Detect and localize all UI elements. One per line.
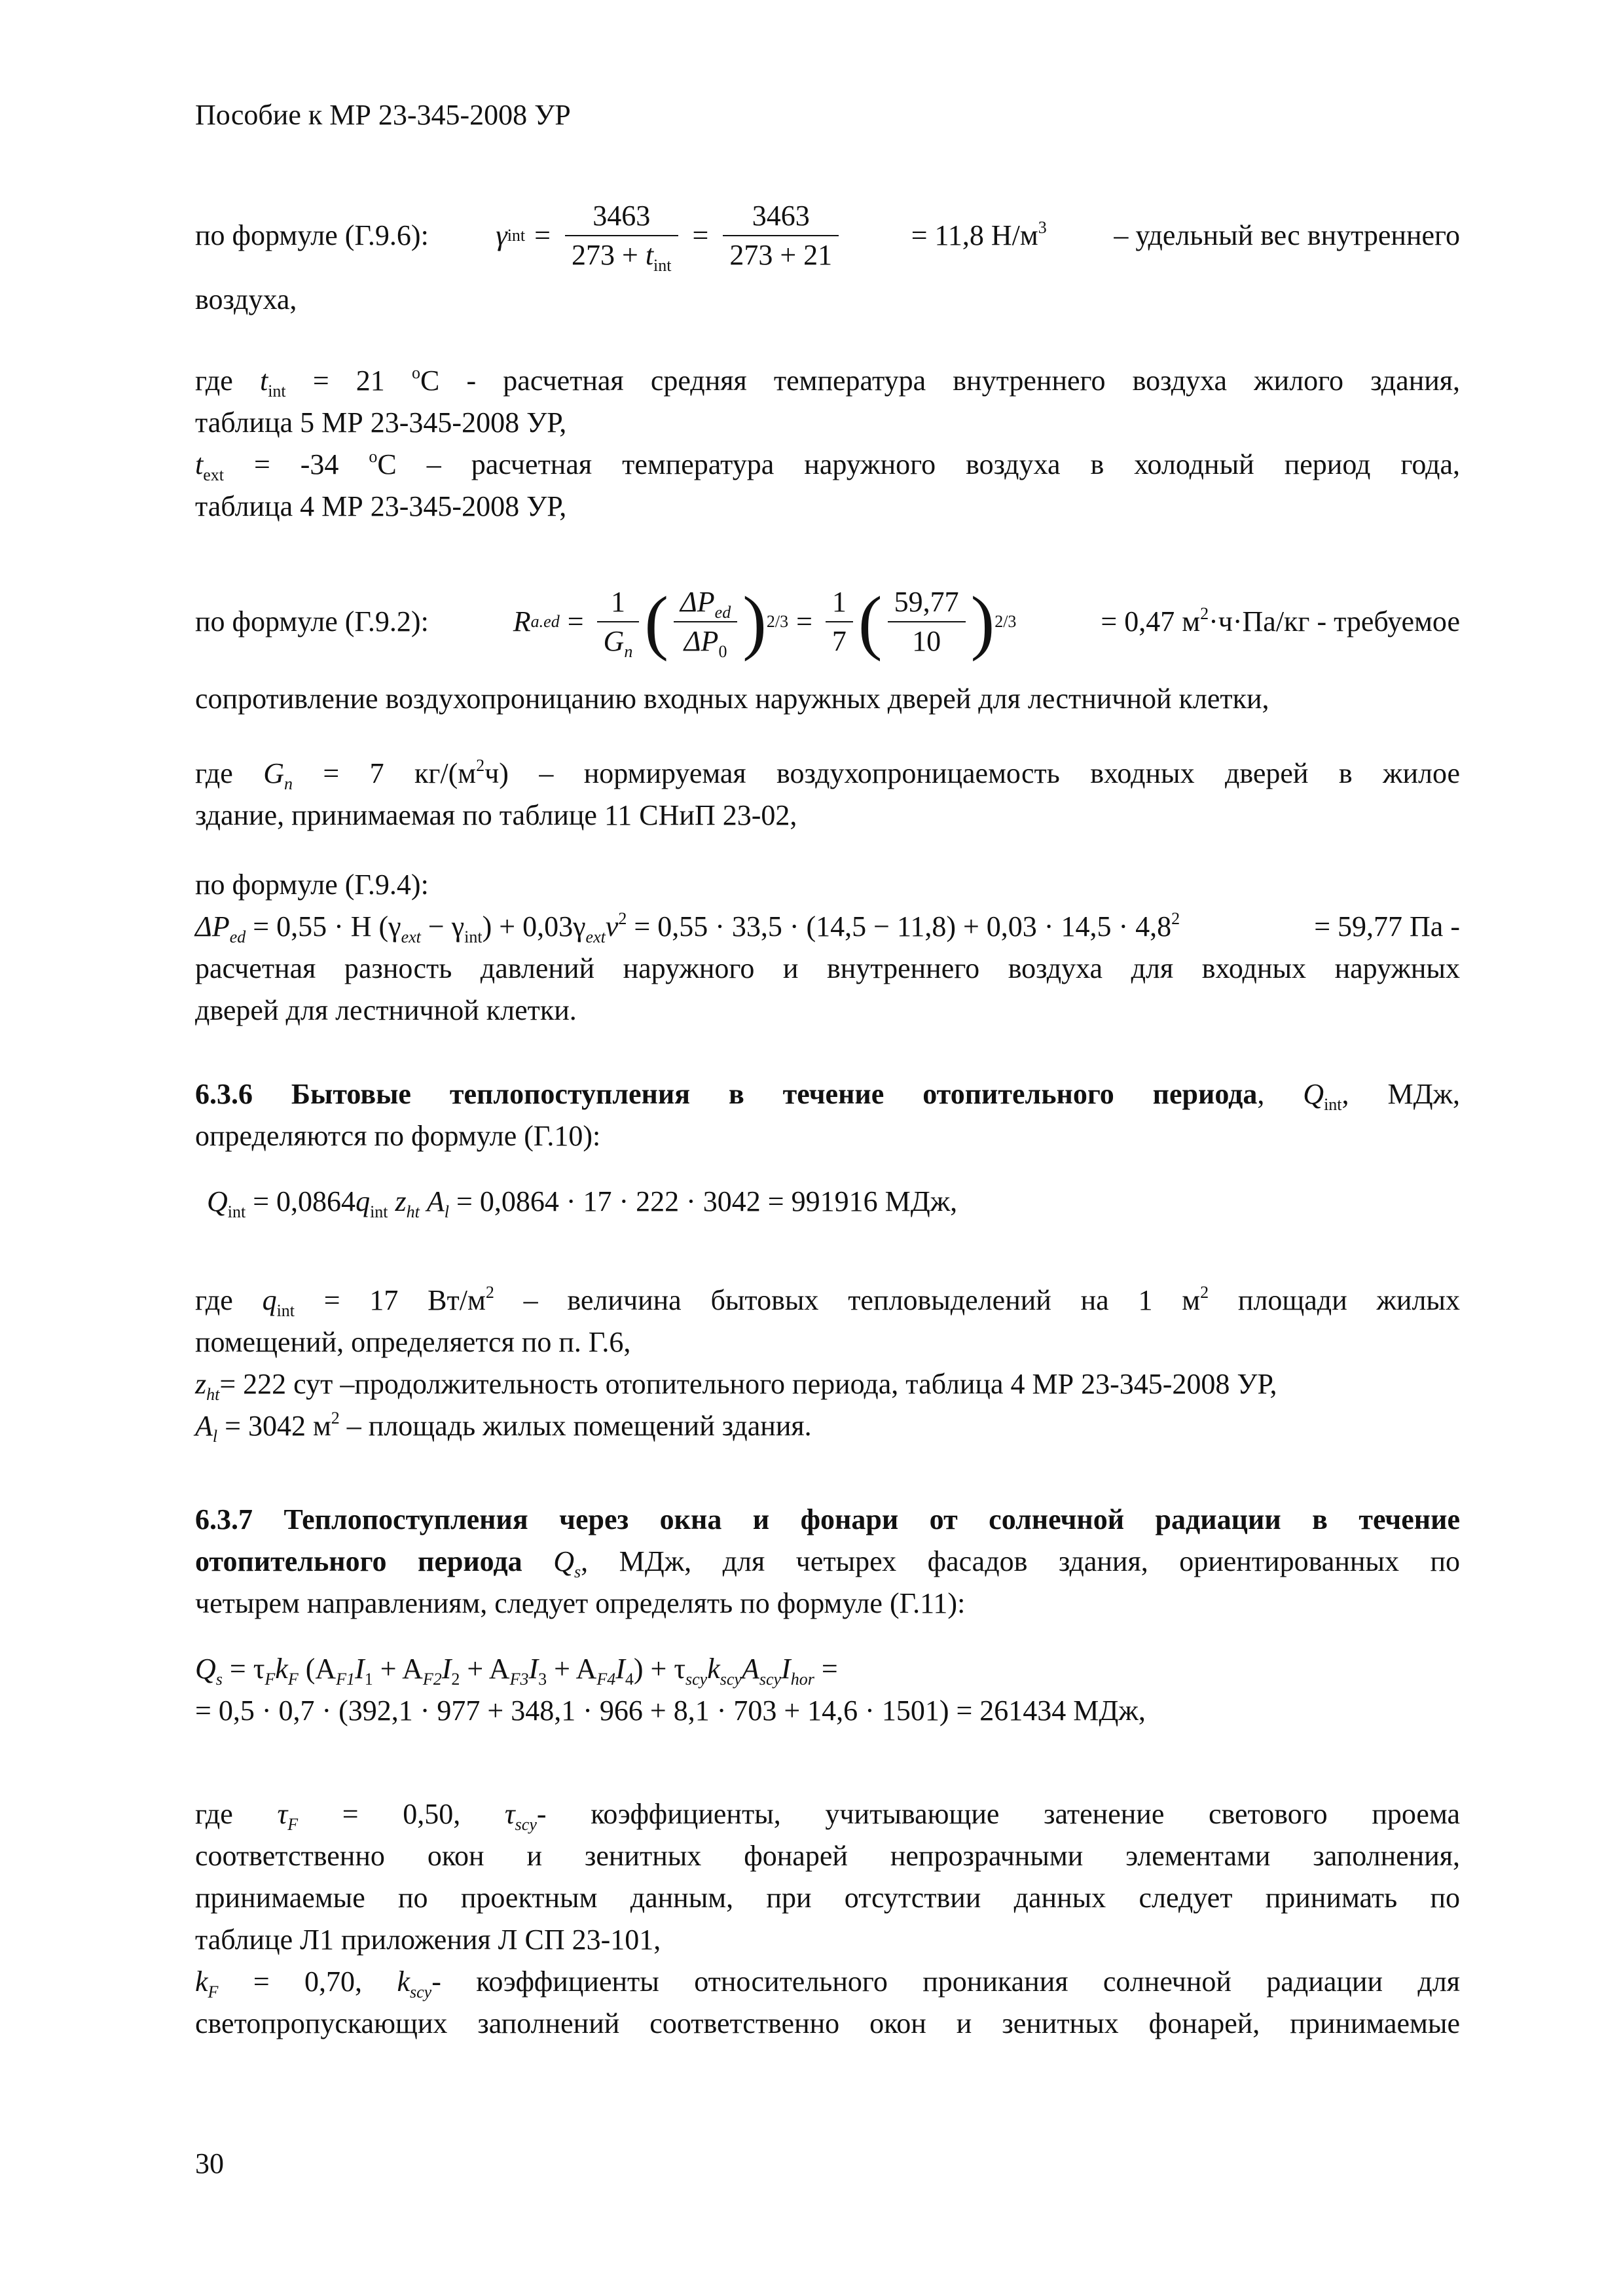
where-block-tau xyxy=(195,1793,1460,2045)
formula-line: $Q_s = \tau_Fk_F$ $(A_{F1}I_1 + A_{F2}I_2 + A_{F3}I_3 + A_{F4}I_4) + \tau_{scy}k_{scy}A_{scy}I_{hor}$ = xyxy=(195,1653,838,1689)
page-number: 30 xyxy=(195,2147,224,2179)
text-line: $t_{ext} = -34$ $^о$С – расчетная температура наружного воздуха в холодный период года, xyxy=(195,447,1461,484)
numerator: 3463 xyxy=(565,197,678,236)
text-line: таблица 4 МР 23-345-2008 УР, xyxy=(195,490,567,522)
fraction-pressure: $\frac{\Delta P_{ed}}{\Delta P_0}$ xyxy=(674,583,737,660)
paren-open: ( xyxy=(858,582,883,662)
text-line: определяются по формуле (Г.10): xyxy=(195,1120,601,1152)
fraction-1-over-gn: $\frac{1}{G_n}$ xyxy=(597,583,640,660)
text-line: здание, принимаемая по таблице 11 СНиП 23-02, xyxy=(195,799,797,831)
text-line: сопротивление воздухопроницанию входных наружных дверей для лестничной клетки, xyxy=(195,683,1269,715)
formula-g96-block: по формуле (Г.9.6): γ int = $\frac{3463}{273 + t_{int}}$ = $\frac{3463}{273 + 21}$ = 11,8 $Н/м^3$ – удельный вес внутреннего воздуха, xyxy=(195,190,1460,321)
gamma-symbol: γ xyxy=(496,219,507,251)
text-line: где $t_{int} = 21$ $^о$С - расчетная средняя температура внутреннего воздуха жилого здания, xyxy=(195,363,1461,401)
fraction-1-over-7: $\frac{1}{7}$ xyxy=(826,583,853,660)
where-block-t xyxy=(195,360,1460,528)
text-line: воздуха, xyxy=(195,283,297,315)
text-line: четырем направлениям, следует определять по формуле (Г.11): xyxy=(195,1587,966,1619)
fraction-values: $\frac{59,77}{10}$ xyxy=(888,583,966,660)
where-block-qint xyxy=(195,1280,1460,1447)
formula-line: $\Delta P_{ed} = 0,55 \cdot H$ $(\gamma_{ext} - \gamma_{int}) + 0,03\gamma_{ext}v^2 = 0,55 \cdot 33,5 \cdot (14,5 - 11,8) + 0,03 \cdot 14,5 \cdot 4,8^2$ = 59,77 Па - xyxy=(195,909,1460,946)
text-line: отопительного периода $Q_s$, МДж, для четырех фасадов здания, ориентированных по xyxy=(195,1545,1461,1581)
equals-sign: = xyxy=(692,219,709,251)
text-line: расчетная разность давлений наружного и внутреннего воздуха для входных наружных xyxy=(195,952,1460,984)
section-heading: 6.3.7 Теплопоступления через окна и фонари от солнечной радиации в течение xyxy=(195,1503,1460,1535)
formula-g92-block: по формуле (Г.9.2): R a.ed = $\frac{1}{G_n}$ ( $\frac{\Delta P_{ed}}{\Delta P_0}$ ) 2/3 = $\frac{1}{7}$ ( $\frac{59,77}{10}$ ) 2/3 = 0,47 $м^2\cdot ч\cdot Па/кг$ - требуемое сопротивление воздухопроницанию входных наружных дверей для лестничной клетки, xyxy=(195,569,1460,720)
fraction-1 xyxy=(565,197,678,274)
text-line: по формуле (Г.9.4): xyxy=(195,869,429,901)
text-line: таблица 5 МР 23-345-2008 УР, xyxy=(195,406,567,439)
denominator: 273 + 21 xyxy=(729,239,833,271)
denominator: $273 + t_{int}$ xyxy=(571,239,672,275)
result-text: = 11,8 Н/м xyxy=(911,219,1038,251)
paren-close: ) xyxy=(742,582,767,662)
text-line: светопропускающих заполнений соответственно окон и зенитных фонарей, принимаемые xyxy=(195,2007,1460,2039)
text-line: где $G_n = 7$ $кг/(м^2ч)$ – нормируемая воздухопроницаемость входных дверей в жилое xyxy=(195,756,1461,793)
section-6-3-7 xyxy=(195,1499,1460,1732)
equals-sign: = xyxy=(534,219,551,251)
formula-line: = 0,5 · 0,7 · (392,1 · 977 + 348,1 · 966 + 8,1 · 703 + 14,6 · 1501) = 261434 МДж, xyxy=(195,1695,1146,1727)
formula-lead: по формуле (Г.9.2): xyxy=(195,605,429,637)
paren-open: ( xyxy=(644,582,668,662)
text-line: где $q_{int} = 17$ $Вт/м^2$ – величина бытовых тепловыделений на 1 $м^2$ площади жилых xyxy=(195,1283,1460,1320)
where-block-gn xyxy=(195,753,1460,836)
equals-sign: = xyxy=(796,605,812,637)
paren-close: ) xyxy=(970,582,995,662)
section-6-3-6 xyxy=(195,1073,1460,1223)
formula-line: $Q_{int} = 0,0864q_{int}$ $z_{ht}$ $A_l = 0,0864 \cdot 17 \cdot 222 \cdot 3042 = 991916$ МДж, xyxy=(207,1185,958,1221)
fraction-2 xyxy=(723,197,839,274)
r-symbol: R xyxy=(513,605,531,637)
result-text: = 0,47 м xyxy=(1101,605,1201,637)
text-line: принимаемые по проектным данным, при отсутствии данных следует принимать по xyxy=(195,1882,1460,1914)
result-tail: – удельный вес внутреннего xyxy=(1114,219,1460,251)
text-line: где $\tau_F = 0,50$, $\tau_{scy}-$ коэффициенты, учитывающие затенение светового проема xyxy=(195,1798,1461,1834)
text-line: соответственно окон и зенитных фонарей непрозрачными элементами заполнения, xyxy=(195,1840,1460,1872)
formula-lead: по формуле (Г.9.6): xyxy=(195,219,429,251)
text-line: дверей для лестничной клетки. xyxy=(195,994,577,1026)
text-line: помещений, определяется по п. Г.6, xyxy=(195,1326,631,1358)
numerator: 3463 xyxy=(723,197,839,236)
superscript: 3 xyxy=(1038,218,1047,237)
text-line: $A_l = 3042$ $м^2$ – площадь жилых помещений здания. xyxy=(195,1408,812,1446)
equals-sign: = xyxy=(567,605,584,637)
formula-g94-block xyxy=(195,864,1460,1031)
text-line: $z_{ht}= 222$ сут –продолжительность отопительного периода, таблица 4 МР 23-345-2008 УР, xyxy=(195,1368,1277,1404)
section-heading: 6.3.6 Бытовые теплопоступления в течение отопительного периода, $Q_{int}$, МДж, xyxy=(195,1078,1460,1114)
text-line: таблице Л1 приложения Л СП 23-101, xyxy=(195,1924,661,1956)
text-line: $k_F = 0,70$, $k_{scy}-$ коэффициенты относительного проникания солнечной радиации для xyxy=(195,1965,1460,2001)
running-header: Пособие к МР 23-345-2008 УР xyxy=(195,99,571,131)
